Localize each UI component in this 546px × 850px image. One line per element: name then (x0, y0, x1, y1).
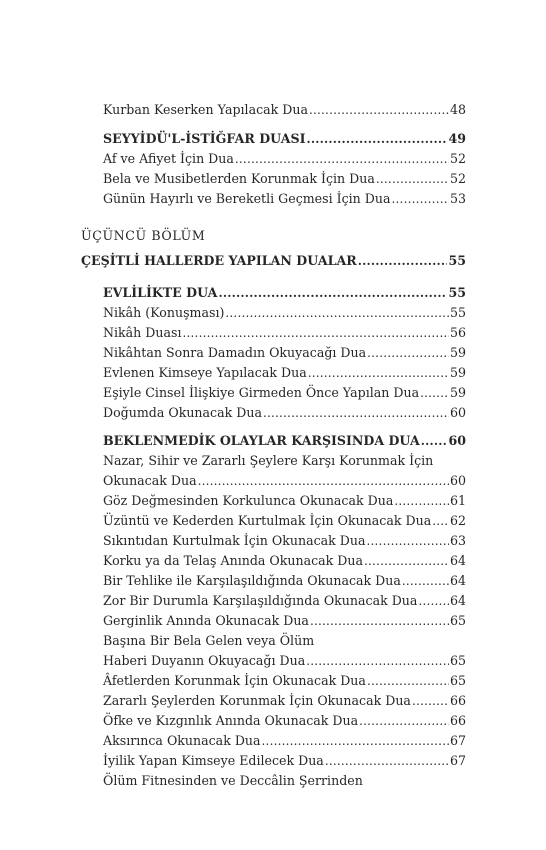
dot-leader (325, 751, 449, 771)
toc-entry-title: Ölüm Fitnesinden ve Deccâlin Şerrinden (103, 773, 363, 788)
toc-page-number: 67 (449, 753, 466, 768)
toc-entry (103, 531, 466, 551)
dot-leader (432, 511, 449, 531)
toc-section-heading (103, 129, 466, 149)
toc-entry (103, 471, 466, 491)
dot-leader (364, 551, 449, 571)
dot-leader (263, 403, 449, 423)
toc-page-number: 63 (449, 533, 466, 548)
dot-leader (376, 169, 449, 189)
toc-page-number: 66 (449, 693, 466, 708)
toc-entry (103, 751, 466, 771)
toc-entry-title: Başına Bir Bela Gelen veya Ölüm (103, 633, 315, 648)
toc-entry-title: Kurban Keserken Yapılacak Dua (103, 102, 308, 117)
toc-page-number: 67 (449, 733, 466, 748)
toc-entry (103, 169, 466, 189)
toc-entry (103, 711, 466, 731)
toc-page-number: 53 (449, 191, 466, 206)
toc-entry-title: Âfetlerden Korunmak İçin Okunacak Dua (103, 673, 366, 688)
toc-entry-title: Evlenen Kimseye Yapılacak Dua (103, 365, 307, 380)
dot-leader (394, 491, 449, 511)
toc-entry-title: Günün Hayırlı ve Bereketli Geçmesi İçin Dua (103, 191, 391, 206)
toc-page-number: 61 (449, 493, 466, 508)
toc-entry-title: Aksırınca Okunacak Dua (103, 733, 261, 748)
toc-entry-title: ÇEŞİTLİ HALLERDE YAPILAN DUALAR (81, 253, 357, 268)
toc-section-heading (103, 431, 466, 451)
toc-entry (103, 671, 466, 691)
toc-page-number: 55 (448, 285, 466, 300)
toc-entry (103, 551, 466, 571)
toc-entry (103, 691, 466, 711)
toc-entry-first-line (103, 631, 466, 651)
toc-page-number: 56 (449, 325, 466, 340)
toc-entry (103, 731, 466, 751)
toc-entry-title: SEYYİDÜ'L-İSTİĞFAR DUASI (103, 131, 306, 146)
toc-entry (103, 611, 466, 631)
dot-leader (235, 149, 449, 169)
toc-page-number: 60 (449, 473, 466, 488)
toc-entry-title: İyilik Yapan Kimseye Edilecek Dua (103, 753, 324, 768)
toc-page-number: 64 (449, 553, 466, 568)
toc-entry-title: Göz Değmesinden Korkulunca Okunacak Dua (103, 493, 394, 508)
toc-page-number: 52 (449, 151, 466, 166)
toc-entry-title: Bela ve Musibetlerden Korunmak İçin Dua (103, 171, 375, 186)
toc-entry-title: Nazar, Sihir ve Zararlı Şeylere Karşı Korunmak İçin (103, 453, 434, 468)
toc-part-heading (81, 251, 466, 271)
toc-entry (103, 591, 466, 611)
toc-page-number: 59 (449, 385, 466, 400)
toc-entry (103, 571, 466, 591)
dot-leader (367, 343, 449, 363)
toc-entry (103, 303, 466, 323)
dot-leader (218, 283, 447, 303)
toc-entry-title: Korku ya da Telaş Anında Okunacak Dua (103, 553, 364, 568)
dot-leader (412, 691, 449, 711)
toc-entry-title: Bir Tehlike ile Karşılaşıldığında Okunacak Dua (103, 573, 401, 588)
dot-leader (367, 671, 449, 691)
toc-entry-title: Nikâhtan Sonra Damadın Okuyacağı Dua (103, 345, 367, 360)
toc-part-title: ÜÇÜNCÜ BÖLÜM (81, 228, 206, 243)
toc-entry (103, 189, 466, 209)
toc-entry-title: Zor Bir Durumla Karşılaşıldığında Okunacak Dua (103, 593, 418, 608)
toc-entry (103, 491, 466, 511)
toc-page-number: 64 (449, 593, 466, 608)
dot-leader (309, 100, 449, 120)
toc-entry (103, 511, 466, 531)
dot-leader (307, 129, 448, 149)
toc-entry-first-line (103, 771, 466, 791)
toc-entry (103, 403, 466, 423)
toc-entry (103, 651, 466, 671)
toc-page-number: 65 (449, 613, 466, 628)
toc-section-heading (103, 283, 466, 303)
dot-leader (421, 431, 448, 451)
toc-page-number: 60 (449, 405, 466, 420)
toc-page-number: 62 (449, 513, 466, 528)
toc-entry (103, 383, 466, 403)
dot-leader (420, 383, 449, 403)
dot-leader (358, 251, 448, 271)
toc-page-number: 59 (449, 345, 466, 360)
toc-entry-title: Nikâh Duası (103, 325, 182, 340)
dot-leader (402, 571, 449, 591)
toc-page-number: 48 (449, 102, 466, 117)
dot-leader (183, 323, 449, 343)
toc-entry-first-line (103, 451, 466, 471)
toc-entry (103, 363, 466, 383)
toc-entry (103, 343, 466, 363)
dot-leader (392, 189, 449, 209)
toc-part-label (81, 226, 466, 246)
toc-entry (103, 100, 466, 120)
dot-leader (225, 303, 449, 323)
toc-page-number: 59 (449, 365, 466, 380)
toc-entry-title: Sıkıntıdan Kurtulmak İçin Okunacak Dua (103, 533, 366, 548)
dot-leader (308, 363, 449, 383)
toc-entry-title: Haberi Duyanın Okuyacağı Dua (103, 653, 306, 668)
toc-page-number: 66 (449, 713, 466, 728)
toc-entry-title: Üzüntü ve Kederden Kurtulmak İçin Okunacak Dua (103, 513, 432, 528)
toc-entry-title: Zararlı Şeylerden Korunmak İçin Okunacak Dua (103, 693, 411, 708)
dot-leader (306, 651, 449, 671)
toc-entry-title: EVLİLİKTE DUA (103, 285, 218, 300)
toc-entry (103, 323, 466, 343)
dot-leader (367, 531, 449, 551)
dot-leader (359, 711, 449, 731)
toc-page-number: 52 (449, 171, 466, 186)
toc-page-number: 49 (448, 131, 466, 146)
toc-entry-title: Eşiyle Cinsel İlişkiye Girmeden Önce Yapılan Dua (103, 385, 420, 400)
toc-entry-title: Öfke ve Kızgınlık Anında Okunacak Dua (103, 713, 359, 728)
toc-entry-title: Nikâh (Konuşması) (103, 305, 225, 320)
toc-page-number: 65 (449, 653, 466, 668)
toc-page-number: 55 (448, 253, 466, 268)
toc-entry (103, 149, 466, 169)
dot-leader (198, 471, 449, 491)
toc-page-number: 65 (449, 673, 466, 688)
dot-leader (418, 591, 449, 611)
toc-entry-title: Doğumda Okunacak Dua (103, 405, 262, 420)
toc-page-number: 60 (448, 433, 466, 448)
toc-entry-title: Af ve Afiyet İçin Dua (103, 151, 234, 166)
toc-entry-title: Okunacak Dua (103, 473, 197, 488)
dot-leader (262, 731, 449, 751)
toc-page-number: 64 (449, 573, 466, 588)
dot-leader (310, 611, 449, 631)
toc-page-number: 55 (449, 305, 466, 320)
toc-entry-title: Gerginlik Anında Okunacak Dua (103, 613, 309, 628)
toc-entry-title: BEKLENMEDİK OLAYLAR KARŞISINDA DUA (103, 433, 420, 448)
